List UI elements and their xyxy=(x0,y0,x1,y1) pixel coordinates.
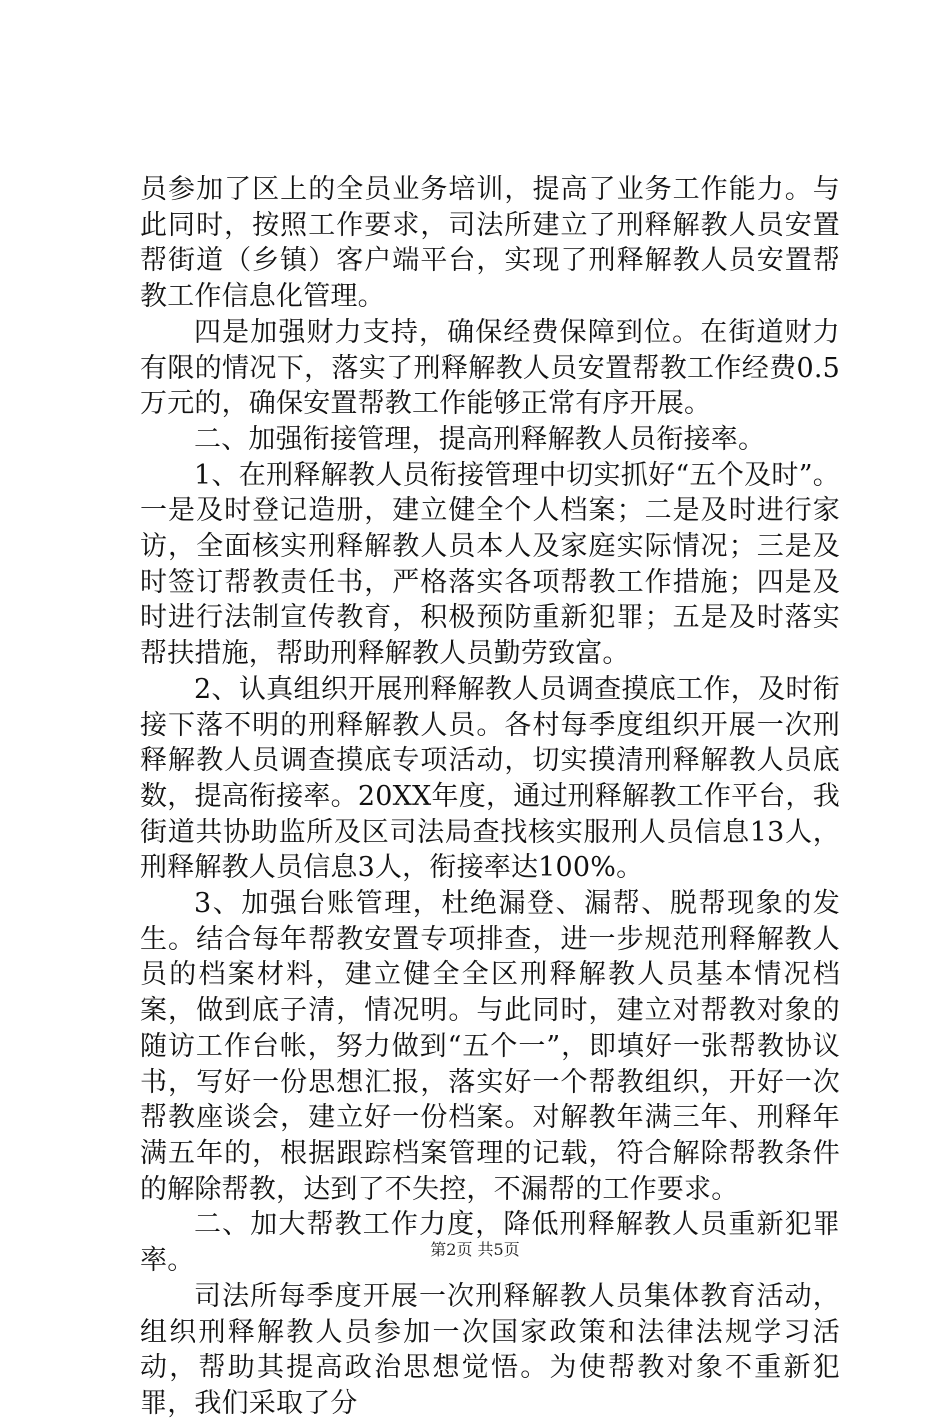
paragraph-2: 四是加强财力支持，确保经费保障到位。在街道财力有限的情况下，落实了刑释解教人员安置帮教工作经费0.5万元的，确保安置帮教工作能够正常有序开展。 xyxy=(140,316,840,420)
section-heading-3: 二、加大帮教工作力度，降低刑释解教人员重新犯罪率。 xyxy=(140,1209,840,1277)
paragraph-1: 员参加了区上的全员业务培训，提高了业务工作能力。与此同时，按照工作要求，司法所建立了刑释解教人员安置帮街道（乡镇）客户端平台，实现了刑释解教人员安置帮教工作信息化管理。 xyxy=(140,174,840,313)
section-heading-2: 二、加强衔接管理，提高刑释解教人员衔接率。 xyxy=(194,423,766,455)
paragraph-item-1: 1、在刑释解教人员衔接管理中切实抓好“五个及时”。一是及时登记造册，建立健全个人档案；二是及时进行家访，全面核实刑释解教人员本人及家庭实际情况；三是及时签订帮教责任书，严格落实各项帮教工作措施；四是及时进行法制宣传教育，积极预防重新犯罪；五是及时落实帮扶措施，帮助刑释解教人员勤劳致富。 xyxy=(140,459,840,670)
paragraph-last: 司法所每季度开展一次刑释解教人员集体教育活动，组织刑释解教人员参加一次国家政策和法律法规学习活动，帮助其提高政治思想觉悟。为使帮教对象不重新犯罪，我们采取了分 xyxy=(140,1280,840,1419)
paragraph-item-3: 3、加强台账管理，杜绝漏登、漏帮、脱帮现象的发生。结合每年帮教安置专项排查，进一步规范刑释解教人员的档案材料，建立健全全区刑释解教人员基本情况档案，做到底子清，情况明。与此同时，建立对帮教对象的随访工作台帐，努力做到“五个一”，即填好一张帮教协议书，写好一份思想汇报，落实好一个帮教组织，开好一次帮教座谈会，建立好一份档案。对解教年满三年、刑释年满五年的，根据跟踪档案管理的记载，符合解除帮教条件的解除帮教，达到了不失控，不漏帮的工作要求。 xyxy=(140,888,840,1205)
page-footer: 第2页 共5页 xyxy=(430,1240,520,1259)
paragraph-item-2: 2、认真组织开展刑释解教人员调查摸底工作，及时衔接下落不明的刑释解教人员。各村每季度组织开展一次刑释解教人员调查摸底专项活动，切实摸清刑释解教人员底数，提高衔接率。20XX年度，通过刑释解教工作平台，我街道共协助监所及区司法局查找核实服刑人员信息13人，刑释解教人员信息3人，衔接率达100%。 xyxy=(140,673,840,884)
document-body xyxy=(140,172,840,1422)
